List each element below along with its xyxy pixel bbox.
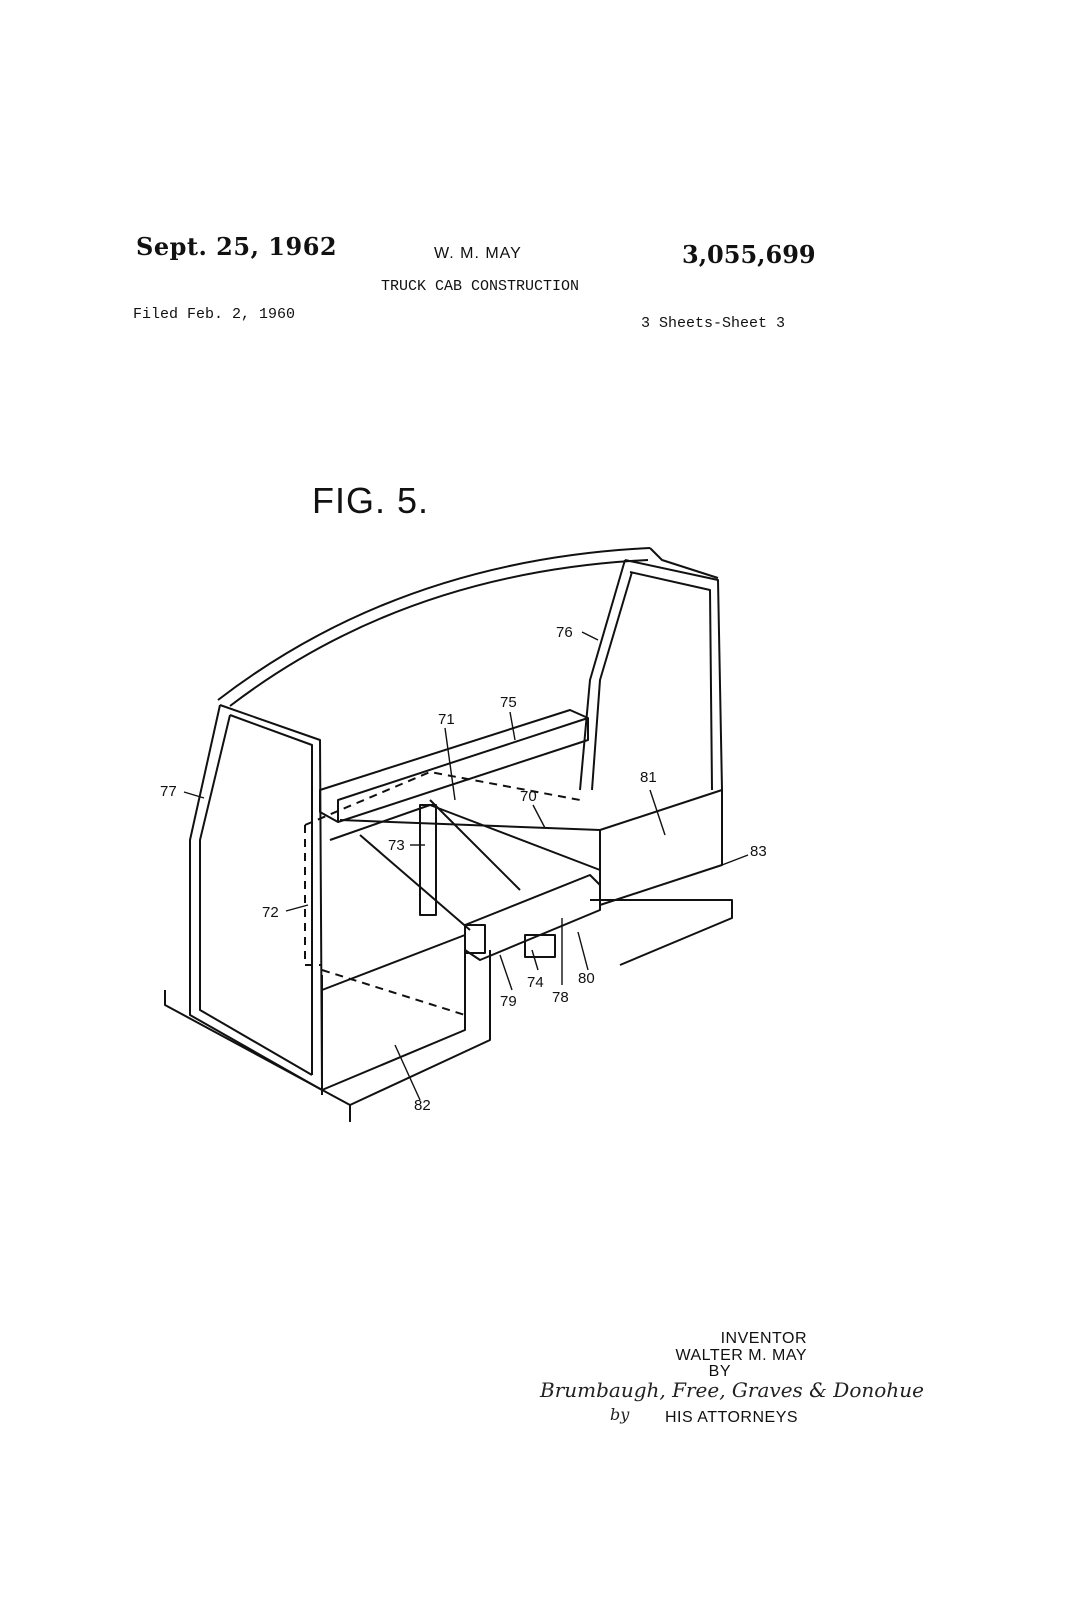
ref-72: 72: [262, 904, 279, 921]
inventor-header: W. M. MAY: [434, 245, 522, 262]
left-frame-post: [190, 705, 322, 1090]
ref-70: 70: [520, 788, 537, 805]
ref-83: 83: [750, 843, 767, 860]
by-label: BY: [708, 1363, 731, 1380]
ref-74: 74: [527, 974, 544, 991]
ref-75: 75: [500, 694, 517, 711]
right-frame-inner: [630, 572, 712, 790]
ref-73: 73: [388, 837, 405, 854]
left-frame-outer: [220, 705, 322, 1090]
attorney-signature: Brumbaugh, Free, Graves & Donohue: [540, 1378, 924, 1402]
roof-arc-outer: [218, 548, 650, 700]
patent-date: Sept. 25, 1962: [136, 232, 338, 261]
ref-76: 76: [556, 624, 573, 641]
ref-78: 78: [552, 989, 569, 1006]
inventor-label: INVENTOR: [720, 1330, 807, 1347]
right-frame-outer: [625, 560, 722, 790]
x-brace: [330, 805, 600, 870]
attorneys-label: HIS ATTORNEYS: [665, 1409, 799, 1426]
by-handwritten: by: [610, 1405, 630, 1424]
patent-number: 3,055,699: [682, 240, 816, 269]
figure-label: FIG. 5.: [312, 480, 430, 521]
ref-77: 77: [160, 783, 177, 800]
ref-79: 79: [500, 993, 517, 1010]
lower-box-82: [322, 935, 465, 1090]
inventor-name: WALTER M. MAY: [675, 1347, 807, 1364]
ref-81: 81: [640, 769, 657, 786]
patent-title: TRUCK CAB CONSTRUCTION: [381, 278, 580, 295]
ref-80: 80: [578, 970, 595, 987]
sheet-count: 3 Sheets-Sheet 3: [641, 315, 786, 332]
left-frame-inner: [230, 715, 312, 1075]
ref-82: 82: [414, 1097, 431, 1114]
side-beam-81: [600, 790, 722, 905]
ref-71: 71: [438, 711, 455, 728]
filed-date: Filed Feb. 2, 1960: [133, 306, 296, 323]
left-frame-post-inner: [200, 715, 312, 1075]
floor-plate-right: [590, 900, 732, 965]
